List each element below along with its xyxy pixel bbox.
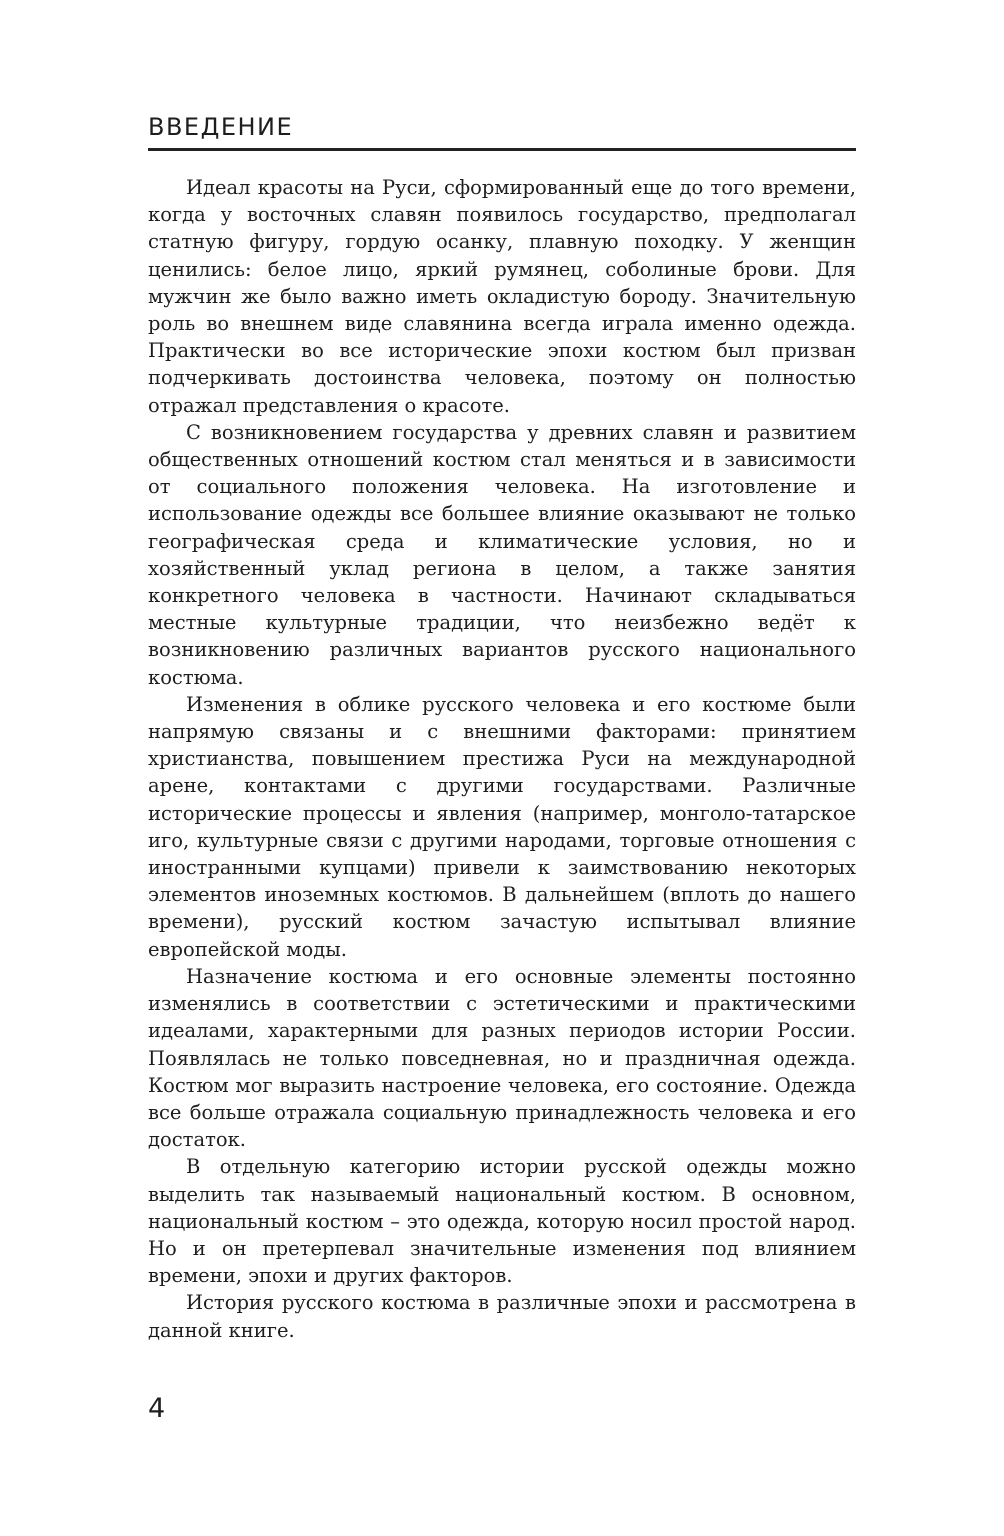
- paragraph-3: Изменения в облике русского человека и его костюме были напрямую связаны и с внешними факторами: принятием христианства, повышением престижа Руси на международной арене, контактами с другими государствами. Различные исторические процессы и явления (например, монголо-татарское иго, культурные связи с другими народами, торговые отношения с иностранными купцами) привели к заимствованию некоторых элементов иноземных костюмов. В дальнейшем (вплоть до нашего времени), русский костюм зачастую испытывал влияние европейской моды.: [148, 692, 856, 961]
- paragraph-5: В отдельную категорию истории русской одежды можно выделить так называемый национальный костюм. В основном, национальный костюм – это одежда, которую носил простой народ. Но и он претерпевал значительные изменения под влиянием времени, эпохи и других факторов.: [148, 1155, 856, 1288]
- paragraph-4: Назначение костюма и его основные элементы постоянно изменялись в соответствии с эстетическими и практическими идеалами, характерными для разных периодов истории России. Появлялась не только повседневная, но и праздничная одежда. Костюм мог выразить настроение человека, его состояние. Одежда все больше отражала социальную принадлежность человека и его достаток.: [148, 964, 856, 1152]
- chapter-title: ВВЕДЕНИЕ: [148, 113, 294, 141]
- paragraph-1: Идеал красоты на Руси, сформированный еще до того времени, когда у восточных славян появилось государство, предполагал статную фигуру, гордую осанку, плавную походку. У женщин ценились: белое лицо, яркий румянец, соболиные брови. Для мужчин же было важно иметь окладистую бороду. Значительную роль во внешнем виде славянина всегда играла именно одежда. Практически во все исторические эпохи костюм был призван подчеркивать достоинства человека, поэтому он полностью отражал представления о красоте.: [148, 176, 856, 417]
- heading-divider: [148, 148, 856, 151]
- body-text: [148, 174, 856, 1344]
- paragraph-6: История русского костюма в различные эпохи и рассмотрена в данной книге.: [148, 1291, 856, 1342]
- paragraph-2: С возникновением государства у древних славян и развитием общественных отношений костюм стал меняться и в зависимости от социального положения человека. На изготовление и использование одежды все большее влияние оказывают не только географическая среда и климатические условия, но и хозяйственный уклад региона в целом, а также занятия конкретного человека в частности. Начинают складываться местные культурные традиции, что неизбежно ведёт к возникновению различных вариантов русского национального костюма.: [148, 420, 856, 689]
- page-number: 4: [148, 1393, 166, 1424]
